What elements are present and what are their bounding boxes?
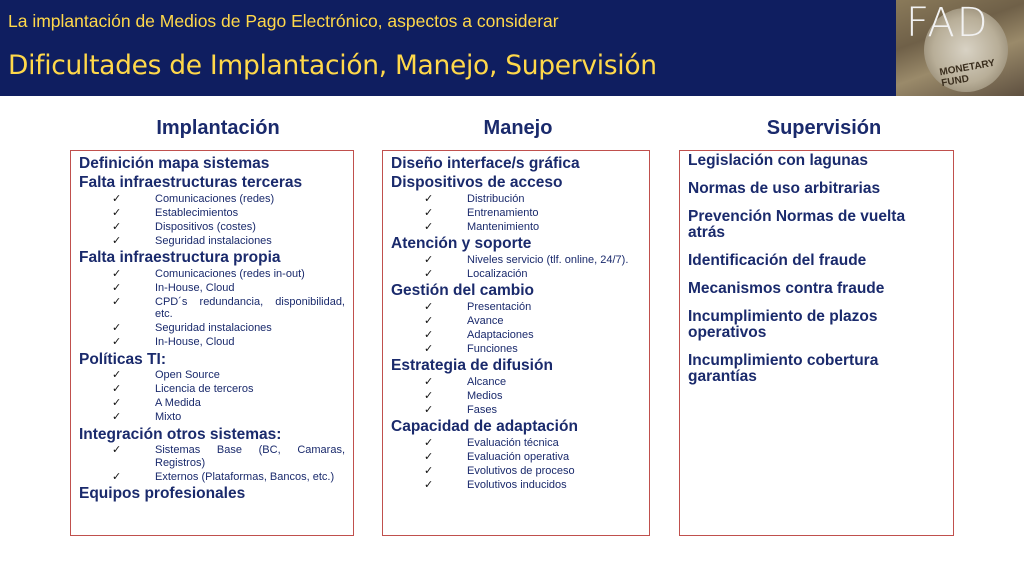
sub-list-item: ✓ Niveles servicio (tlf. online, 24/7). [424,254,641,267]
list-item: Identificación del fraude [688,252,867,269]
sub-list-item: ✓ Evaluación operativa [424,451,641,464]
implantacion-box [70,150,354,536]
list-item: Diseño interface/s gráfica [391,155,580,172]
sub-list-item: ✓ Externos (Plataformas, Bancos, etc.) [112,471,345,484]
sub-list-item: ✓ Presentación [424,301,641,314]
sub-list [391,301,641,356]
sub-list [391,254,641,281]
sub-list-item: ✓ Adaptaciones [424,329,641,342]
sub-list-item: ✓ Mantenimiento [424,221,641,234]
sub-list-item: ✓ Localización [424,268,641,281]
sub-list-item: ✓ Entrenamiento [424,207,641,220]
list-item: Falta infraestructuras terceras [79,174,303,191]
sub-list-item: ✓ In-House, Cloud [112,282,345,295]
sub-list-item: ✓ Funciones [424,343,641,356]
list-item: Prevención Normas de vuelta atrás [688,208,906,241]
list-item: Equipos profesionales [79,485,246,502]
manejo-box [382,150,650,536]
list-item: Legislación con lagunas [688,152,869,169]
list-item: Incumplimiento cobertura garantías [688,352,879,385]
sub-list [391,376,641,417]
list-item: Políticas TI: [79,350,166,368]
sub-list-item: ✓ Sistemas Base (BC, Camaras, Registros) [112,444,345,469]
sub-list-item: ✓ Mixto [112,411,345,424]
header-bar [0,0,1024,96]
sub-list-item: ✓ Avance [424,315,641,328]
sub-list-item: ✓ Evolutivos de proceso [424,465,641,478]
sub-list-item: ✓ Seguridad instalaciones [112,322,345,335]
sub-list [391,193,641,234]
logo-text: FAD [906,0,990,46]
sub-list-item: ✓ Open Source [112,369,345,382]
list-item: Incumplimiento de plazos operativos [688,308,878,341]
sub-list-item: ✓ In-House, Cloud [112,336,345,349]
slide-title: Dificultades de Implantación, Manejo, Supervisión [8,50,657,81]
sub-list-item: ✓ Alcance [424,376,641,389]
list-item: Falta infraestructura propia [79,249,281,266]
list-item: Definición mapa sistemas [79,155,270,172]
list-item: Integración otros sistemas: [79,425,282,443]
sub-list-item: ✓ Comunicaciones (redes in-out) [112,268,345,281]
column-heading-supervision: Supervisión [766,117,882,139]
sub-list [79,369,345,424]
presentation-supertitle: La implantación de Medios de Pago Electrónico, aspectos a considerar [8,11,559,31]
sub-list-item: ✓ Dispositivos (costes) [112,221,345,234]
sub-list [79,444,345,483]
list-item: Dispositivos de acceso [391,174,563,191]
column-heading-manejo: Manejo [483,117,553,139]
column-heading-implantacion: Implantación [156,117,280,139]
logo-ring-text: MONETARY FUND [938,57,996,90]
sub-list-item: ✓ Evolutivos inducidos [424,479,641,492]
sub-list-item: ✓ Comunicaciones (redes) [112,193,345,206]
list-item: Atención y soporte [391,235,532,252]
list-item: Capacidad de adaptación [391,418,578,435]
sub-list-item: ✓ A Medida [112,397,345,410]
sub-list-item: ✓ Medios [424,390,641,403]
fad-logo [896,0,1024,96]
list-item: Estrategia de difusión [391,357,553,374]
sub-list-item: ✓ Seguridad instalaciones [112,235,345,248]
list-item: Mecanismos contra fraude [688,280,885,297]
sub-list [391,437,641,492]
sub-list-item: ✓ Distribución [424,193,641,206]
sub-list-item: ✓ Fases [424,404,641,417]
sub-list [79,268,345,349]
list-item: Normas de uso arbitrarias [688,180,881,197]
supervision-box [679,150,954,536]
sub-list-item: ✓ CPD´s redundancia, disponibilidad, etc. [112,296,345,321]
list-item: Gestión del cambio [391,282,534,299]
sub-list [79,193,345,248]
sub-list-item: ✓ Evaluación técnica [424,437,641,450]
sub-list-item: ✓ Licencia de terceros [112,383,345,396]
sub-list-item: ✓ Establecimientos [112,207,345,220]
